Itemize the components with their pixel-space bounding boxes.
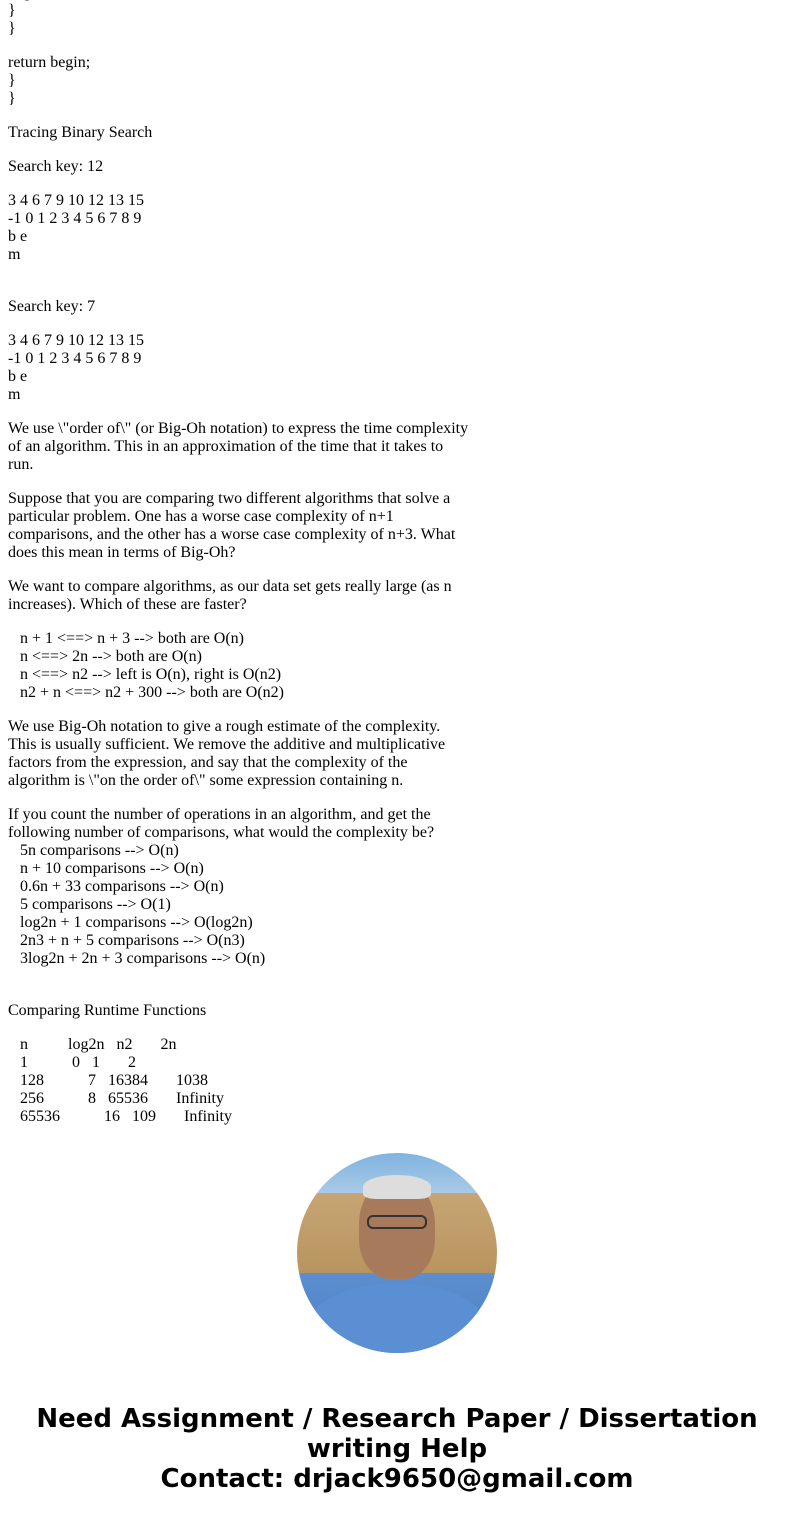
text-line: n log2n n2 2n xyxy=(8,1036,177,1053)
text-line: m xyxy=(8,386,21,403)
text-line: If you count the number of operations in an algorithm, and get the xyxy=(8,806,431,823)
paragraph xyxy=(8,578,778,614)
text-line: increases). Which of these are faster? xyxy=(8,596,247,613)
text-line: This is usually sufficient. We remove the additive and multiplicative xyxy=(8,736,446,753)
text-line xyxy=(8,968,778,986)
text-line: following number of comparisons, what would the complexity be? xyxy=(8,824,435,841)
text-line: } xyxy=(8,72,16,89)
text-line: 3 4 6 7 9 10 12 13 15 xyxy=(8,192,144,209)
promo-footer xyxy=(0,1404,794,1494)
text-line: 3 4 6 7 9 10 12 13 15 xyxy=(8,332,144,349)
text-line: Search key: 7 xyxy=(8,298,96,315)
paragraph xyxy=(8,54,778,108)
text-line: Suppose that you are comparing two different algorithms that solve a xyxy=(8,490,451,507)
paragraph xyxy=(8,124,778,142)
text-line: factors from the expression, and say that the complexity of the xyxy=(8,754,408,771)
text-line: b e xyxy=(8,368,28,385)
text-line: } xyxy=(8,90,16,107)
author-avatar xyxy=(297,1153,497,1353)
paragraph xyxy=(8,298,778,316)
paragraph xyxy=(8,158,778,176)
text-line: -1 0 1 2 3 4 5 6 7 8 9 xyxy=(8,210,142,227)
text-line: 3log2n + 2n + 3 comparisons --> O(n) xyxy=(8,950,266,967)
document-body xyxy=(8,0,778,1142)
avatar-glasses xyxy=(367,1215,427,1229)
text-line: Comparing Runtime Functions xyxy=(8,1002,207,1019)
text-line: 5 comparisons --> O(1) xyxy=(8,896,171,913)
text-line: n + 10 comparisons --> O(n) xyxy=(8,860,204,877)
promo-contact: Contact: drjack9650@gmail.com xyxy=(160,1464,634,1494)
text-line: 5n comparisons --> O(n) xyxy=(8,842,179,859)
text-line: m xyxy=(8,246,21,263)
paragraph xyxy=(8,490,778,562)
text-line: 256 8 65536 Infinity xyxy=(8,1090,224,1107)
paragraph xyxy=(8,192,778,282)
avatar-hair xyxy=(363,1175,431,1199)
text-line: -1 0 1 2 3 4 5 6 7 8 9 xyxy=(8,350,142,367)
paragraph xyxy=(8,630,778,702)
text-line: n2 + n <==> n2 + 300 --> both are O(n2) xyxy=(8,684,285,701)
paragraph xyxy=(8,718,778,790)
text-line: does this mean in terms of Big-Oh? xyxy=(8,544,236,561)
text-line: n <==> n2 --> left is O(n), right is O(n2) xyxy=(8,666,282,683)
text-line: 2n3 + n + 5 comparisons --> O(n3) xyxy=(8,932,245,949)
text-line: 128 7 16384 1038 xyxy=(8,1072,208,1089)
text-line: n <==> 2n --> both are O(n) xyxy=(8,648,202,665)
paragraph xyxy=(8,0,778,38)
paragraph xyxy=(8,420,778,474)
paragraph xyxy=(8,1036,778,1126)
text-line: comparisons, and the other has a worse case complexity of n+3. What xyxy=(8,526,456,543)
text-line: } xyxy=(8,20,16,37)
text-line: 65536 16 109 Infinity xyxy=(8,1108,232,1125)
text-line: 1 0 1 2 xyxy=(8,1054,136,1071)
paragraph xyxy=(8,1002,778,1020)
avatar-shirt xyxy=(307,1283,487,1353)
text-line: run. xyxy=(8,456,34,473)
text-line: 0.6n + 33 comparisons --> O(n) xyxy=(8,878,224,895)
promo-line-2: writing Help xyxy=(306,1434,488,1464)
paragraph xyxy=(8,806,778,986)
text-line: of an algorithm. This in an approximation of the time that it takes to xyxy=(8,438,444,455)
text-line: log2n + 1 comparisons --> O(log2n) xyxy=(8,914,253,931)
text-line: We use \"order of\" (or Big-Oh notation) to express the time complexity xyxy=(8,420,469,437)
promo-line-1: Need Assignment / Research Paper / Dissertation xyxy=(36,1404,758,1434)
text-line: b e xyxy=(8,228,28,245)
text-line: Search key: 12 xyxy=(8,158,104,175)
text-line: We use Big-Oh notation to give a rough estimate of the complexity. xyxy=(8,718,441,735)
text-line: n + 1 <==> n + 3 --> both are O(n) xyxy=(8,630,245,647)
text-line xyxy=(8,264,778,282)
text-line: algorithm is \"on the order of\" some expression containing n. xyxy=(8,772,404,789)
text-line: Tracing Binary Search xyxy=(8,124,153,141)
text-line: particular problem. One has a worse case complexity of n+1 xyxy=(8,508,394,525)
paragraph xyxy=(8,332,778,404)
text-line: We want to compare algorithms, as our data set gets really large (as n xyxy=(8,578,452,595)
text-line: } xyxy=(8,2,16,19)
text-line: return begin; xyxy=(8,54,91,71)
